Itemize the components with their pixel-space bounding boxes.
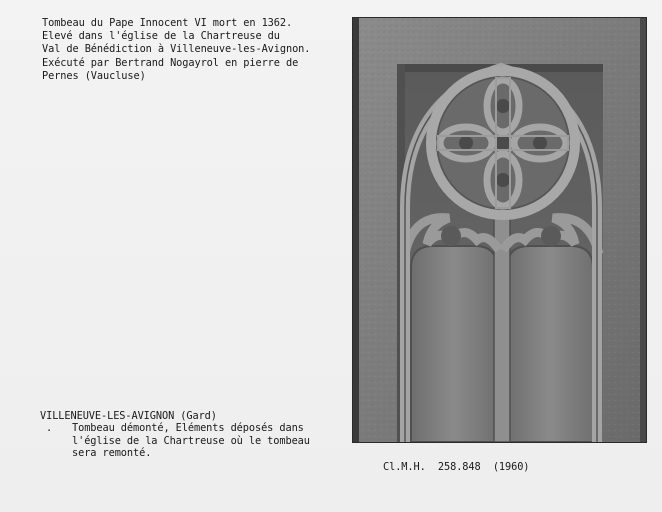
stone-tracery-image	[353, 18, 646, 442]
caption-body	[40, 422, 340, 434]
reference-number: 258.848	[437, 461, 481, 473]
location-heading: VILLENEUVE-LES-AVIGNON (Gard)	[40, 410, 217, 422]
top-caption	[42, 17, 342, 83]
caption-line: sera remonté.	[72, 447, 152, 460]
caption-line: Tombeau démonté, Eléments déposés dans	[72, 422, 304, 435]
reference-label: Cl.M.H.	[383, 461, 426, 473]
bullet-mark: .	[46, 422, 53, 435]
caption-line: Pernes (Vaucluse)	[42, 69, 146, 82]
caption-line: Val de Bénédiction à Villeneuve-les-Avignon.	[42, 43, 311, 56]
caption-line: Elevé dans l'église de la Chartreuse du	[42, 30, 280, 43]
photo-reference	[383, 461, 529, 473]
caption-line: Tombeau du Pape Innocent VI mort en 1362.	[42, 17, 293, 29]
photograph	[353, 18, 646, 442]
caption-line: l'église de la Chartreuse où le tombeau	[72, 434, 310, 447]
bottom-caption	[40, 410, 340, 460]
reference-year: (1960)	[492, 461, 530, 473]
caption-line: Exécuté par Bertrand Nogayrol en pierre de	[42, 56, 299, 69]
